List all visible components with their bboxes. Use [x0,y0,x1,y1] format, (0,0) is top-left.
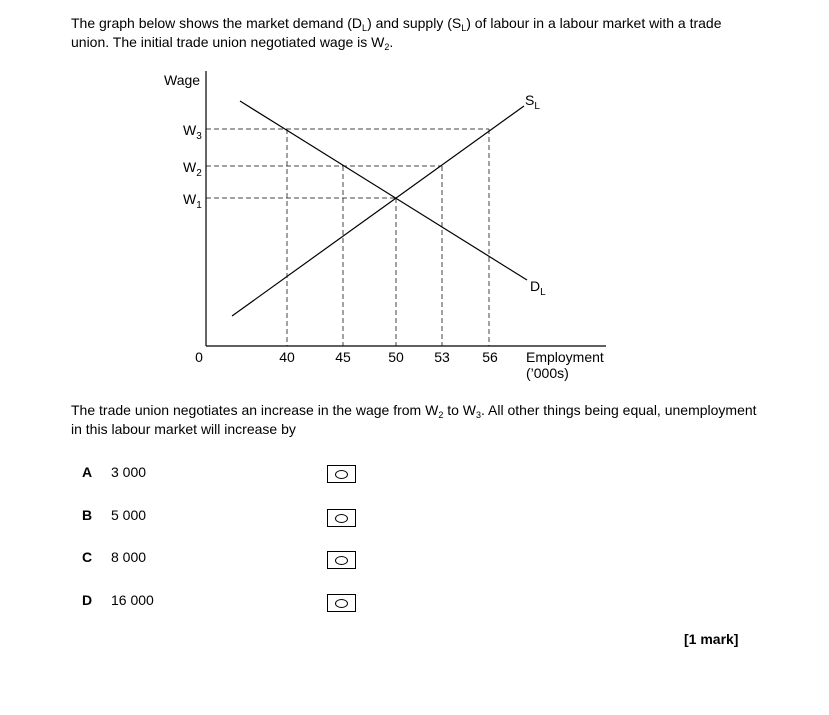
demand-curve-label: $D_L$ [530,278,546,298]
option-letter: A [82,464,93,480]
mark-allocation: [1 mark] [684,631,739,647]
x-axis-label: Employment [526,349,604,365]
intro-text: The graph below shows the market demand $(D_L)$ and supply $(S_L)$ of labour in a labour market with a trade union. The initial trade union negotiated wage is $W_2$. [71,15,722,52]
answer-box-d[interactable] [327,594,356,612]
answer-box-c[interactable] [327,551,356,569]
x-tick-50: 50 [388,349,404,365]
answer-bubble-icon [335,514,348,523]
y-tick-w2: $W_2$ [183,159,202,179]
x-tick-45: 45 [335,349,351,365]
option-value: 5 000 [111,507,147,523]
answer-bubble-icon [335,556,348,565]
option-value: 16 000 [111,592,154,608]
origin-label: 0 [195,349,203,365]
answer-bubble-icon [335,599,348,608]
x-axis-unit: (’000s) [526,365,569,381]
y-tick-w1: $W_1$ [183,191,202,211]
supply-curve [232,106,524,316]
supply-curve-label: $S_L$ [525,92,540,112]
demand-curve [240,101,527,280]
x-tick-53: 53 [434,349,450,365]
x-tick-56: 56 [482,349,498,365]
y-tick-w3: $W_3$ [183,122,202,142]
option-letter: B [82,507,93,523]
answer-bubble-icon [335,470,348,479]
answer-box-a[interactable] [327,465,356,483]
y-axis-label: Wage [164,72,201,88]
answer-box-b[interactable] [327,509,356,527]
option-value: 3 000 [111,464,147,480]
option-letter: C [82,549,93,565]
x-tick-40: 40 [279,349,295,365]
option-letter: D [82,592,93,608]
question-text: The trade union negotiates an increase in the wage from $W_2$ to $W_3$. All other things being equal, unemployment in this labour market will increase by [71,402,757,437]
option-value: 8 000 [111,549,147,565]
